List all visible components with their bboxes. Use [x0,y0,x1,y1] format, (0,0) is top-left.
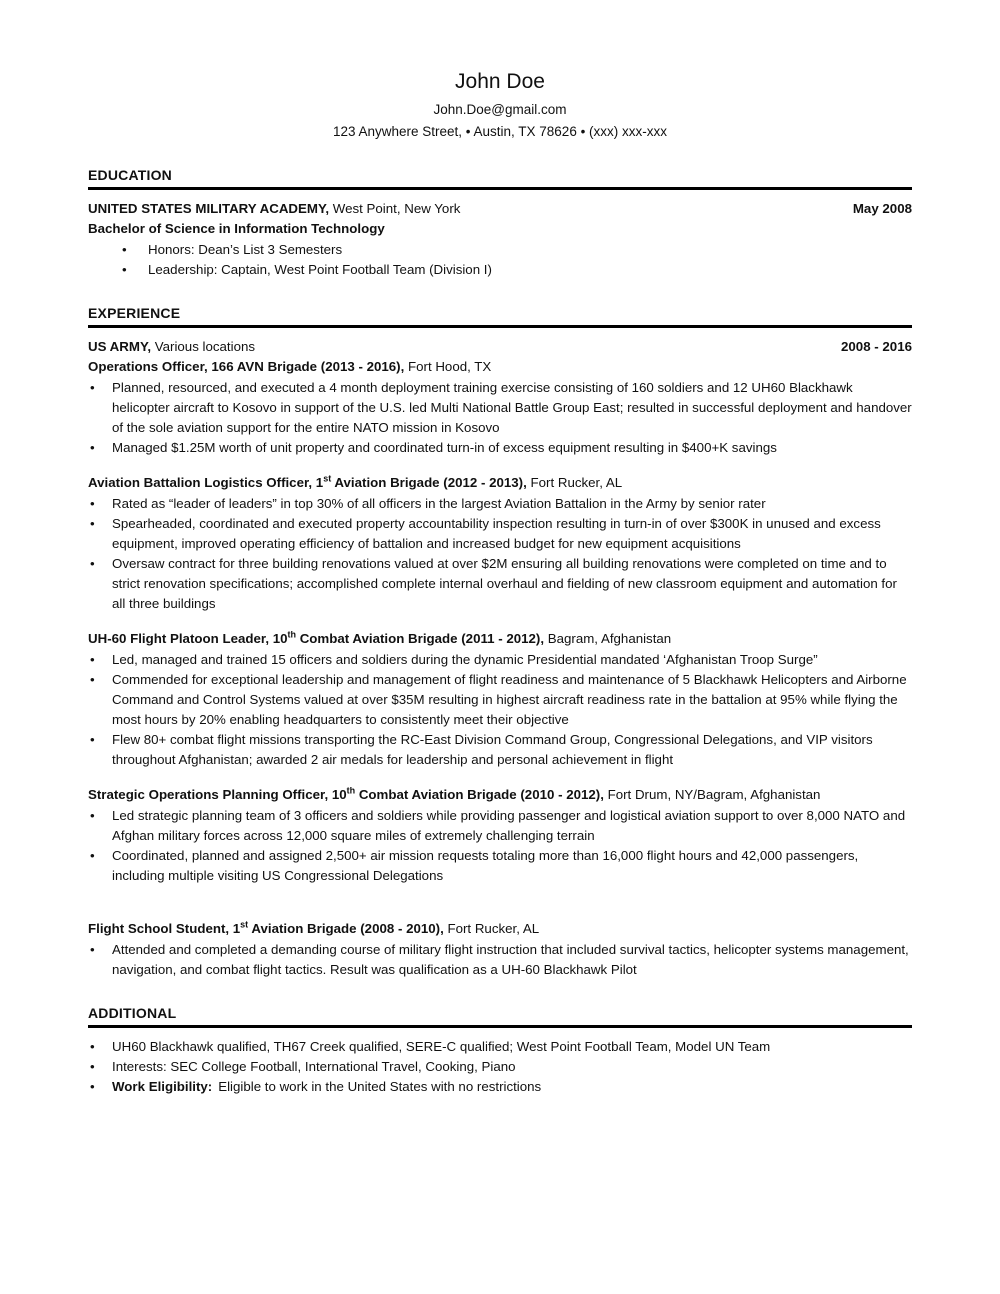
bullet-item: • Honors: Dean’s List 3 Semesters [122,240,912,260]
bullet-item: • Planned, resourced, and executed a 4 month deployment training exercise consisting of 160 soldiers and 12 UH60 Blackhawk helicopter aircraft to Kosovo in support of the U.S. led Multi National Battle Group East; resulted in successful deployment and handover of the sole aviation support for the entire NATO mission in Kosovo [90,378,912,438]
job-bullet-list [88,650,912,770]
job-title [88,475,527,490]
additional-heading: ADDITIONAL [88,1005,912,1028]
school-name: UNITED STATES MILITARY ACADEMY, [88,201,330,216]
bullet-item: • Attended and completed a demanding course of military flight instruction that included survival tactics, helicopter systems management, navigation, and combat flight tactics. Result was qualification as a UH-60 Blackhawk Pilot [90,940,912,980]
job-title [88,787,604,802]
job-title [88,359,404,374]
ordinal-superscript: st [323,473,332,484]
job-title-text: UH-60 Flight Platoon Leader, 10 [88,631,288,646]
bullet-item-work-eligibility [90,1077,912,1097]
job-title-text: Combat Aviation Brigade (2011 - 2012), [296,631,545,646]
job-title-line [88,473,912,493]
education-date: May 2008 [852,201,912,216]
job-title-text: Flight School Student, 1 [88,921,241,936]
job-entry [88,629,912,770]
bullet-item: • Managed $1.25M worth of unit property and coordinated turn-in of excess equipment resulting in $400+K savings [90,438,912,458]
bullet-item: • Oversaw contract for three building renovations valued at over $2M ensuring all building renovations were completed on time and to strict renovation specifications; accomplished complete internal overhaul and fielding of new classroom equipment and automation for all three buildings [90,554,912,614]
bullet-item: • Commended for exceptional leadership and management of flight readiness and maintenance of 5 Blackhawk Helicopters and Airborne Command and Control Systems valued at over $35M resulting in highest aircraft readiness rate in the battalion at 95% while flying the most hours by 20% enabling headquarters to consistently meet their objective [90,670,912,730]
candidate-name: John Doe [455,70,545,93]
education-bullet-list [88,240,912,280]
job-entry [88,473,912,614]
job-title-text: Aviation Battalion Logistics Officer, 1 [88,475,324,490]
experience-heading: EXPERIENCE [88,305,912,328]
bullet-item: • Rated as “leader of leaders” in top 30% of all officers in the largest Aviation Battalion in the Army by senior rater [90,494,912,514]
employer-name-location [88,337,255,357]
job-title-text: Operations Officer, 166 AVN Brigade (2013 - 2016), [88,359,405,374]
job-entry [88,919,912,980]
section-education [88,167,912,280]
school-location: West Point, New York [332,201,461,216]
section-experience [88,305,912,980]
job-entry [88,785,912,886]
job-bullet-list [88,494,912,614]
job-location: Fort Hood, TX [408,359,492,374]
job-location: Bagram, Afghanistan [547,631,672,646]
job-entry [88,357,912,458]
additional-bullet-list [88,1037,912,1097]
bullet-item: • Led strategic planning team of 3 officers and soldiers while providing passenger and logistical aviation support to over 8,000 NATO and Afghan military forces across 12,000 square miles of extremely challenging terrain [90,806,912,846]
job-title-text: Combat Aviation Brigade (2010 - 2012), [355,787,604,802]
job-location: Fort Rucker, AL [447,921,540,936]
resume-header [88,70,912,140]
bullet-item: • UH60 Blackhawk qualified, TH67 Creek qualified, SERE-C qualified; West Point Football Team, Model UN Team [90,1037,912,1057]
job-title-line [88,629,912,649]
section-additional [88,1005,912,1097]
ordinal-superscript: st [240,919,249,930]
school-line [88,199,460,219]
experience-dates: 2008 - 2016 [841,339,912,354]
work-eligibility-label: Work Eligibility: [112,1079,213,1094]
employer-line [88,337,912,357]
ordinal-superscript: th [346,785,356,796]
education-entry-header [88,199,912,219]
bullet-item: • Spearheaded, coordinated and executed property accountability inspection resulting in turn-in of over $300K in unused and excess equipment, improved operating efficiency of battalion and increased budget for new equipment acquisitions [90,514,912,554]
employer-location: Various locations [154,339,256,354]
education-heading: EDUCATION [88,167,912,190]
job-title-text: Strategic Operations Planning Officer, 10 [88,787,347,802]
job-title-text: Aviation Brigade (2008 - 2010), [248,921,444,936]
employer-name: US ARMY, [88,339,152,354]
job-location: Fort Rucker, AL [530,475,623,490]
job-bullet-list [88,940,912,980]
bullet-item: • Leadership: Captain, West Point Football Team (Division I) [122,260,912,280]
job-title [88,631,544,646]
bullet-item: • Interests: SEC College Football, International Travel, Cooking, Piano [90,1057,912,1077]
candidate-email: John.Doe@gmail.com [433,102,567,117]
job-title-line [88,919,912,939]
job-bullet-list [88,806,912,886]
candidate-contact-line: 123 Anywhere Street, • Austin, TX 78626 • (xxx) xxx-xxx [332,124,668,139]
job-title-text: Aviation Brigade (2012 - 2013), [331,475,527,490]
work-eligibility-text: Eligible to work in the United States with no restrictions [218,1079,542,1094]
degree-line: Bachelor of Science in Information Technology [88,221,385,236]
job-location: Fort Drum, NY/Bagram, Afghanistan [607,787,821,802]
bullet-item: • Led, managed and trained 15 officers and soldiers during the dynamic Presidential mandated ‘Afghanistan Troop Surge” [90,650,912,670]
bullet-item: • Flew 80+ combat flight missions transporting the RC-East Division Command Group, Congressional Delegations, and VIP visitors throughout Afghanistan; awarded 2 air medals for leadership and personal achievement in flight [90,730,912,770]
job-title-line [88,357,912,377]
job-title-line [88,785,912,805]
bullet-item: • Coordinated, planned and assigned 2,500+ air mission requests totaling more than 16,000 flight hours and 42,000 passengers, including multiple visiting US Congressional Delegations [90,846,912,886]
job-title [88,921,444,936]
job-bullet-list [88,378,912,458]
ordinal-superscript: th [287,629,296,640]
